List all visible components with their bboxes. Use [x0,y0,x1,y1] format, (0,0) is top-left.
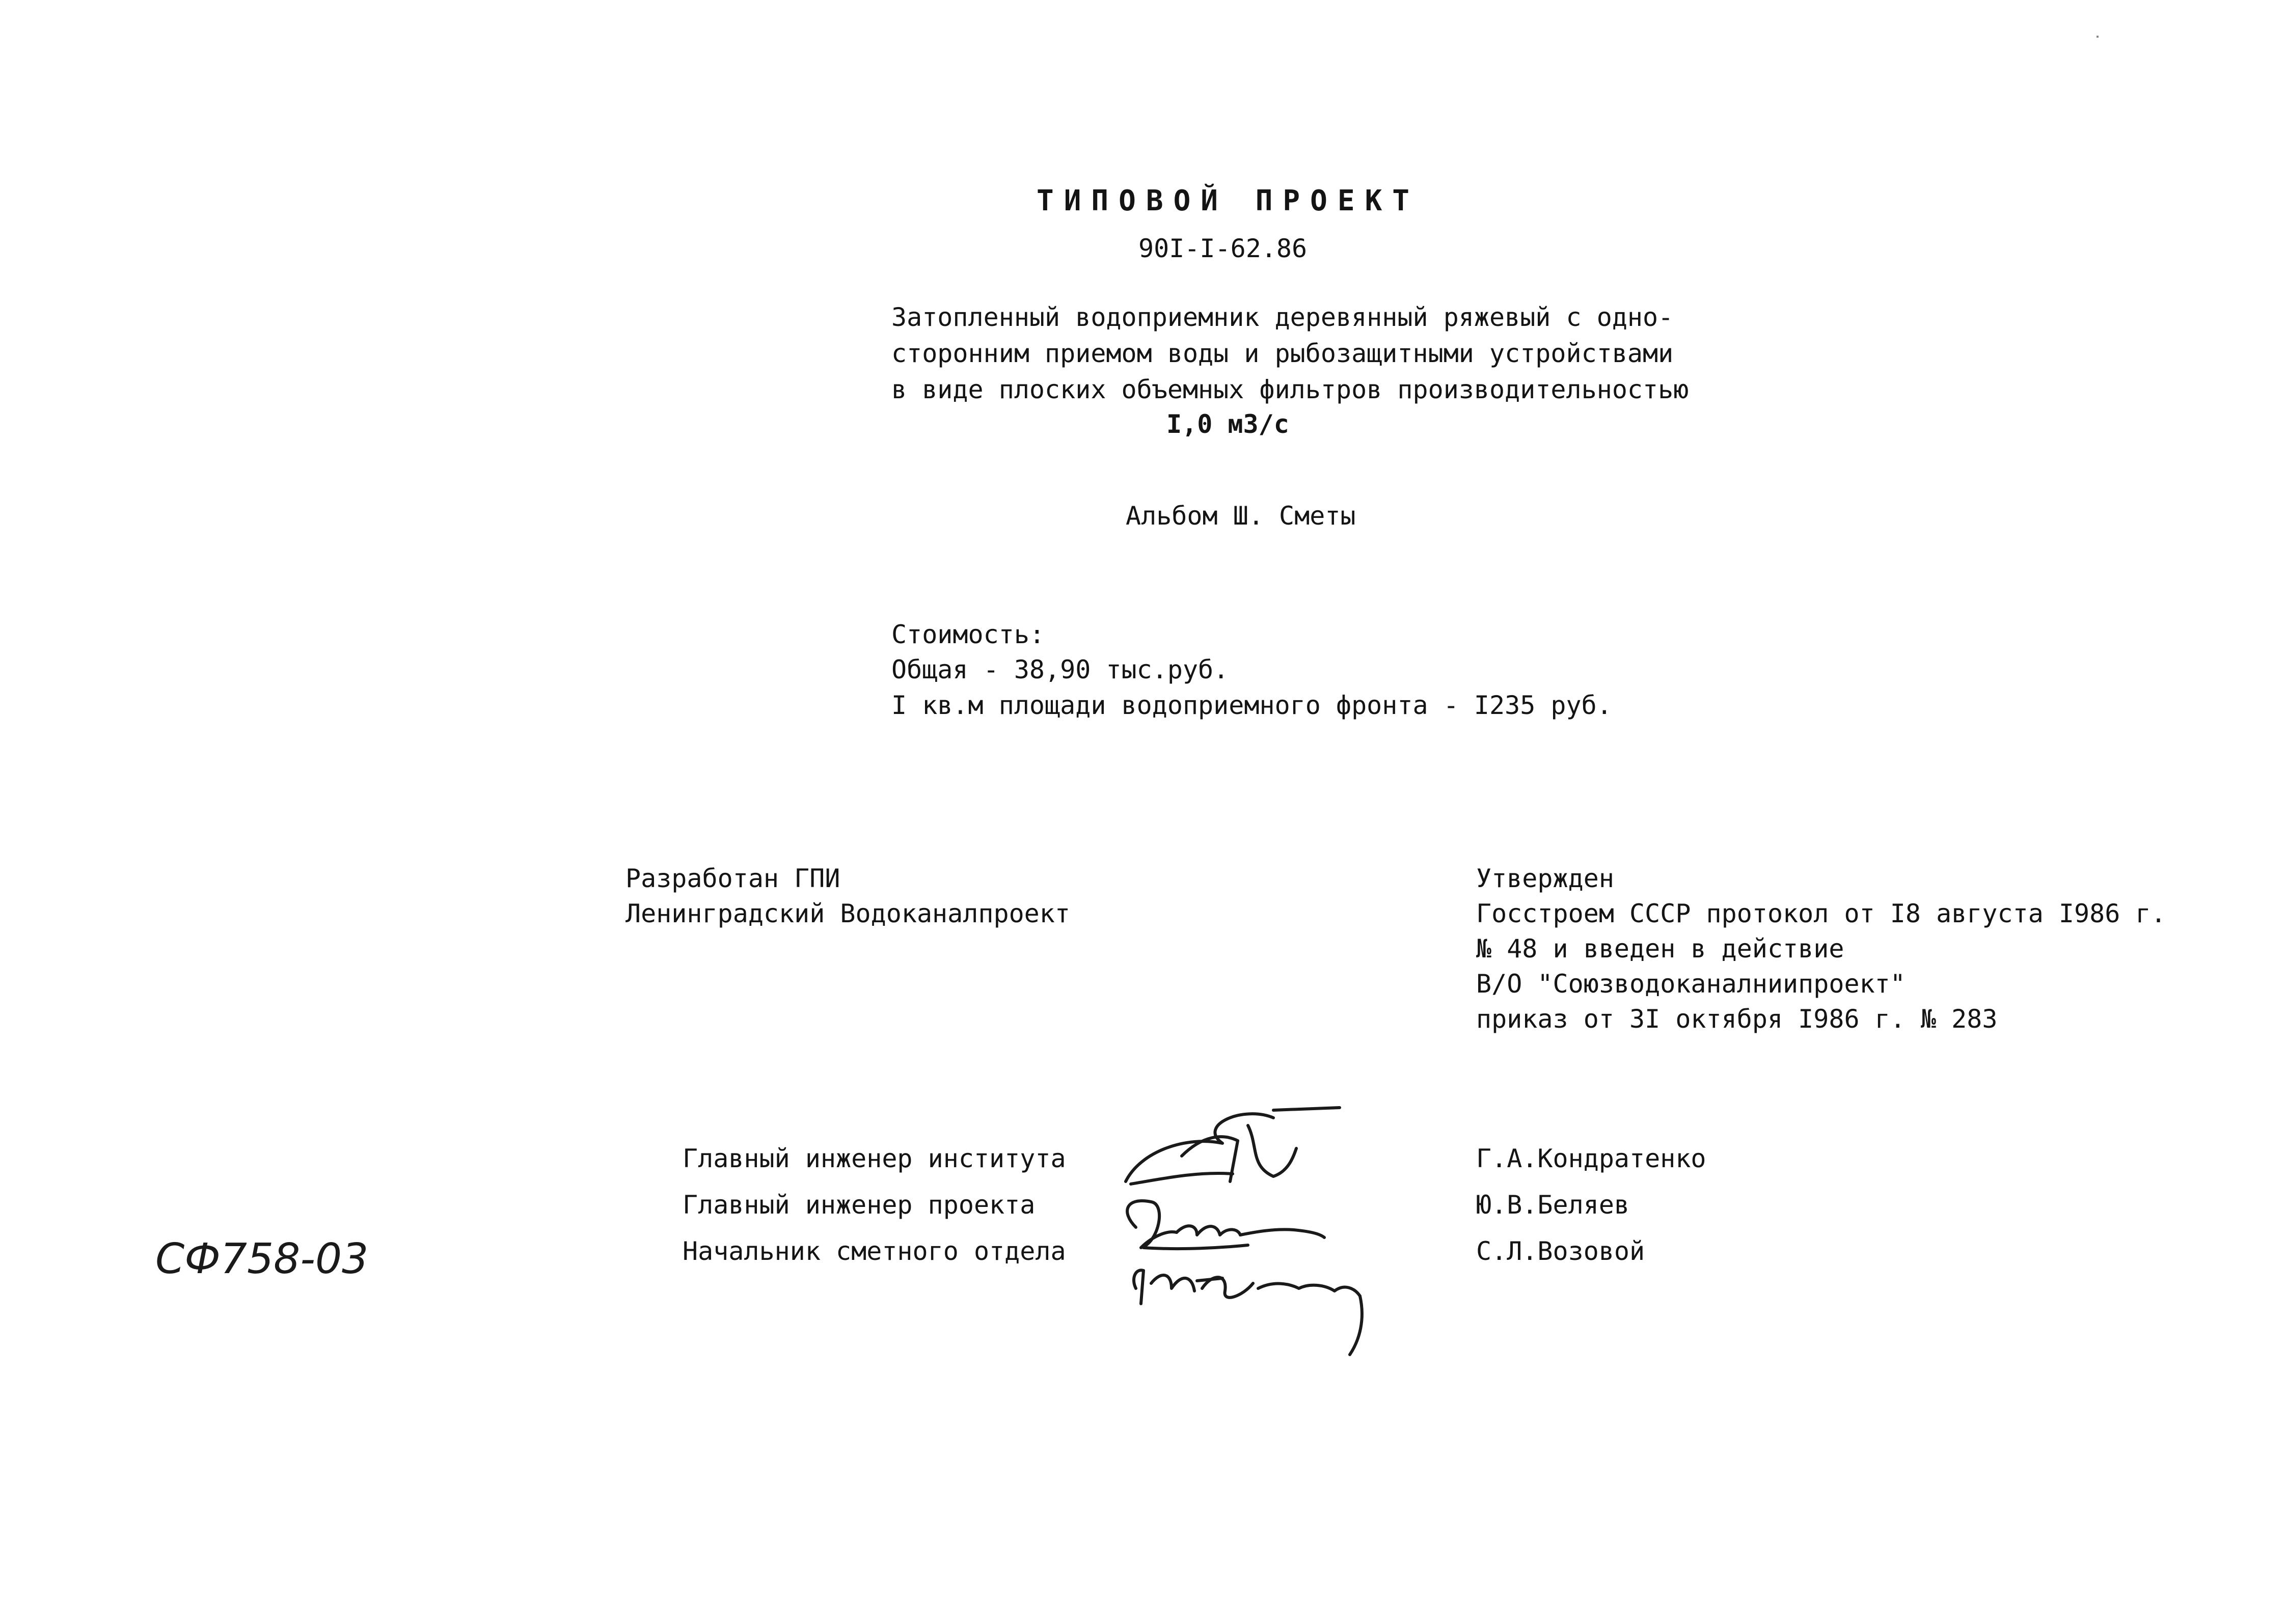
signatory-name-1: Г.А.Кондратенко [1476,1144,1706,1173]
description-line-2: сторонним приемом воды и рыбозащитными устройствами [891,339,1674,368]
signature-2 [1127,1201,1324,1249]
capacity: I,0 м3/с [1166,409,1289,439]
signatory-position-3: Начальник сметного отдела [683,1236,1066,1266]
signature-1 [1126,1108,1340,1184]
description-line-1: Затопленный водоприемник деревянный ряжевый с одно- [891,302,1674,332]
scan-speck [2097,36,2099,38]
approval-line-3: № 48 и введен в действие [1476,934,1844,964]
approval-line-5: приказ от 3I октября I986 г. № 283 [1476,1004,1998,1034]
handwritten-signatures [1121,1095,1436,1360]
inventory-mark: СФ758-03 [155,1235,369,1283]
document-title: ТИПОВОЙ ПРОЕКТ [1037,184,1420,217]
cost-total: Общая - 38,90 тыс.руб. [891,655,1229,684]
description-line-3: в виде плоских объемных фильтров производительностью [891,375,1689,404]
developer-line-2: Ленинградский Водоканалпроект [625,899,1070,928]
approval-line-2: Госстроем СССР протокол от I8 августа I986 г. [1476,899,2166,928]
signatory-position-1: Главный инженер института [683,1144,1066,1173]
album-title: Альбом Ш. Сметы [1126,501,1356,531]
cost-heading: Стоимость: [891,620,1045,649]
signature-3 [1134,1270,1362,1355]
approval-line-4: В/О "Союзводоканалниипроект" [1476,969,1906,999]
project-code: 90I-I-62.86 [1138,234,1308,263]
approval-line-1: Утвержден [1476,864,1614,893]
signatory-position-2: Главный инженер проекта [683,1190,1036,1220]
cost-per-sqm: I кв.м площади водоприемного фронта - I235 руб. [891,691,1612,720]
signatory-name-3: С.Л.Возовой [1476,1236,1645,1266]
developer-line-1: Разработан ГПИ [625,864,840,893]
signatory-name-2: Ю.В.Беляев [1476,1190,1630,1220]
